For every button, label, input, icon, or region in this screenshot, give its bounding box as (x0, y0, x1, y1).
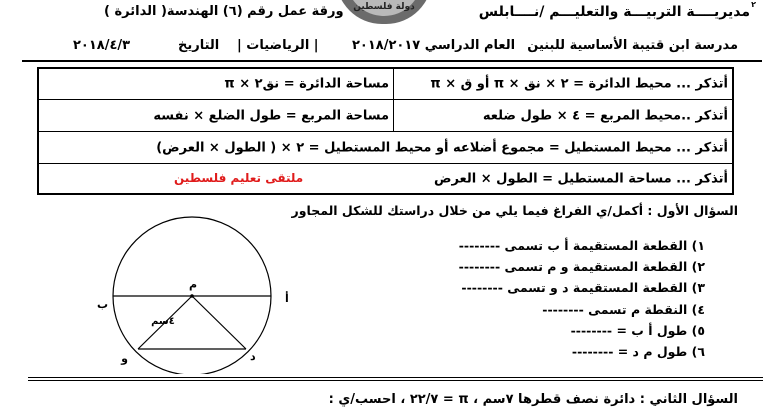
reminder-circle-area: مساحة الدائرة = نق٢ × π (224, 76, 389, 92)
label-a: أ (285, 292, 289, 305)
label-d: د (250, 350, 256, 363)
reminder-cell (39, 132, 732, 164)
ministry-logo (336, 0, 432, 24)
reminder-rectangle-perimeter: أتذكر ... محيط المستطيل = مجموع أضلاعه أو محيط المستطيل = ٢ × ( الطول × العرض) (156, 140, 728, 156)
reminder-square-area: مساحة المربع = طول الضلع × نفسه (153, 108, 389, 124)
subject: | الرياضيات | (237, 38, 319, 53)
reminder-cell (39, 69, 393, 99)
logo-emblem (346, 0, 422, 16)
section-divider (28, 377, 763, 378)
directorate-title: مديريــــة التربيـــة والتعليـــم /نــــابلس (478, 4, 750, 20)
radius-md (192, 296, 246, 349)
label-w: و (121, 352, 128, 365)
date-value: ٢٠١٨/٤/٣ (73, 38, 131, 53)
reminder-cell (39, 100, 393, 132)
reminder-rectangle-area: أتذكر ... مساحة المستطيل = الطول × العرض (433, 171, 728, 187)
watermark-text: ملتقى تعليم فلسطين (174, 171, 304, 185)
list-item: ٣) القطعة المستقيمة د و تسمى -------- (461, 280, 705, 295)
table-row (39, 163, 732, 194)
school-name: مدرسة ابن قتيبة الأساسية للبنين (527, 38, 738, 53)
label-length: ٤سم (151, 316, 175, 327)
label-b: ب (96, 298, 108, 311)
list-item: ٤) النقطة م تسمى -------- (542, 302, 705, 317)
column-divider (393, 100, 394, 132)
circle-figure (80, 214, 310, 374)
logo-text: دولة فلسطين (353, 2, 415, 12)
list-item: ٦) طول م د = -------- (571, 344, 705, 359)
list-item: ٢) القطعة المستقيمة و م تسمى -------- (458, 259, 705, 274)
date-label: التاريخ (178, 38, 220, 53)
reminders-table (37, 67, 734, 195)
table-row (39, 69, 732, 99)
school-year: العام الدراسي ٢٠١٨/٢٠١٧ (352, 38, 516, 53)
section-divider-2 (28, 380, 763, 381)
reminder-cell (393, 69, 732, 99)
list-item: ٥) طول أ ب = -------- (570, 323, 705, 338)
list-item: ١) القطعة المستقيمة أ ب تسمى -------- (458, 238, 705, 253)
question2-title: السؤال الثاني : دائرة نصف قطرها ٧سم ، π = ٢٢/٧ ، احسب/ي : (328, 392, 738, 407)
table-row (39, 131, 732, 164)
center-point (190, 294, 194, 298)
header-divider (22, 60, 762, 62)
table-row (39, 99, 732, 132)
worksheet-title: ورقة عمل رقم (٦) الهندسة( الدائرة ) (104, 4, 344, 19)
directorate-mark: ٢ (751, 0, 756, 9)
reminder-square-perimeter: أتذكر ..محيط المربع = ٤ × طول ضلعه (482, 108, 728, 124)
reminder-cell (393, 100, 732, 132)
column-divider (393, 69, 394, 99)
reminder-cell (39, 164, 732, 194)
label-m: م (188, 278, 198, 291)
question1-title: السؤال الأول : أكمل/ي الفراغ فيما يلي من خلال دراستك للشكل المجاور (291, 203, 738, 218)
reminder-circle-perimeter: أتذكر ... محيط الدائرة = ٢ × نق × π أو ق × π (430, 76, 728, 92)
